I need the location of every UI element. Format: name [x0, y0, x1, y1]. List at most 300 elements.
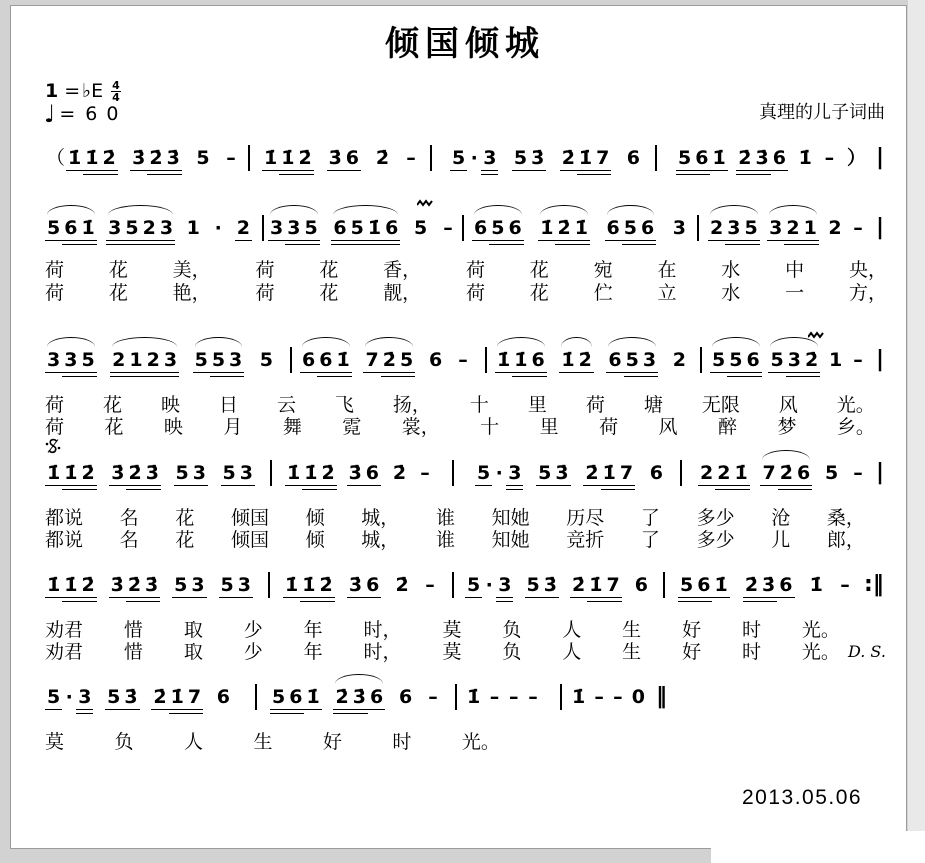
note: – — [458, 349, 468, 371]
lyric-word: 荷 — [255, 282, 275, 304]
beat-group — [648, 461, 665, 485]
end-bar-line: | — [876, 215, 885, 240]
beat-group — [105, 685, 139, 709]
note: 1̇ — [64, 574, 78, 596]
lyric-word: 惜 — [123, 641, 143, 663]
measure — [45, 345, 275, 375]
note: 2 — [700, 462, 714, 484]
lyric-word: 倾 — [305, 507, 325, 529]
lyric-word: 儿 — [771, 529, 791, 551]
lyric-word: 水 — [721, 282, 741, 304]
note: 6 — [531, 349, 545, 371]
note: 3̇ — [111, 462, 125, 484]
lyric-word: 了 — [640, 507, 660, 529]
beat-group — [450, 146, 498, 170]
bar-line — [680, 460, 682, 486]
note: 5 — [452, 147, 466, 169]
lyric-word: 多少 — [696, 529, 735, 551]
note: 5 — [712, 349, 726, 371]
beat-group — [130, 146, 182, 170]
lyric-word: 里 — [527, 394, 547, 416]
end-bar-line: | — [876, 460, 885, 485]
beat-group — [219, 573, 253, 597]
lyric-word: 风 — [778, 394, 798, 416]
lyric-word: 都说 — [45, 507, 84, 529]
beat-group — [423, 573, 437, 597]
note: 2̇ — [585, 462, 599, 484]
beat-group — [327, 146, 361, 170]
note: 3̇ — [110, 574, 124, 596]
note: 2̇ — [572, 574, 586, 596]
note: 3̇ — [555, 462, 569, 484]
note: 3̇ — [132, 147, 146, 169]
beat-group — [418, 461, 432, 485]
measure — [262, 143, 418, 173]
note: 1̇ — [574, 217, 588, 239]
note: 2̇ — [557, 217, 571, 239]
lyric-word: 映 — [163, 416, 183, 438]
segno-icon — [44, 437, 62, 455]
measure — [698, 458, 865, 488]
lyric-word: 荷 — [45, 394, 65, 416]
note: 2 — [828, 217, 842, 239]
measure — [45, 213, 252, 243]
key-name: ♭E — [82, 80, 104, 102]
measure — [66, 143, 238, 173]
lyric-word: 生 — [622, 641, 642, 663]
note: 3̇ — [543, 574, 557, 596]
beat-group — [465, 573, 513, 597]
note: 3̇ — [762, 574, 776, 596]
note: 2̇ — [128, 462, 142, 484]
lyric-word: 艳， — [172, 282, 211, 304]
note: 6 — [289, 686, 303, 708]
note: 2̇ — [81, 574, 95, 596]
note: 3̇ — [166, 147, 180, 169]
lyric-word: 光。 — [801, 641, 840, 663]
beat-group — [285, 461, 337, 485]
note: 5 — [729, 349, 743, 371]
lyric-word: 好 — [682, 641, 702, 663]
lyric-word: 时 — [741, 619, 761, 641]
lyric-word: 十 — [469, 394, 489, 416]
beat-group — [671, 348, 688, 372]
note: 3 — [159, 217, 174, 239]
lyric-word: 无限 — [701, 394, 740, 416]
window-frame-right — [908, 0, 925, 863]
lyric-word: 花 — [108, 282, 128, 304]
note: 6 — [779, 574, 793, 596]
lyric-word: 日 — [218, 394, 238, 416]
beat-group — [823, 461, 840, 485]
lyric-word: 名 — [119, 529, 139, 551]
note: 2̇ — [382, 349, 396, 371]
note: 1̇ — [514, 349, 528, 371]
lyric-word: 取 — [183, 619, 203, 641]
note: 1̇ — [287, 462, 301, 484]
bar-line — [462, 215, 464, 241]
beat-group — [570, 685, 587, 709]
note: 5 — [467, 574, 481, 596]
tempo-equals: = — [59, 103, 76, 125]
beat-group — [708, 216, 760, 240]
lyric-word: 负 — [502, 619, 522, 641]
key-tonic: 1 — [45, 80, 59, 102]
beat-group — [512, 146, 546, 170]
note: 3 — [287, 217, 301, 239]
beat-group — [258, 348, 275, 372]
measure — [465, 570, 650, 600]
lyric-word: 多少 — [696, 507, 735, 529]
note: 5 — [272, 686, 286, 708]
mordent-icon — [808, 331, 824, 339]
note: 1̇ — [47, 574, 61, 596]
lyric-word: 时， — [363, 619, 402, 641]
note: 1̇ — [734, 462, 748, 484]
note: 5 — [125, 217, 139, 239]
note: 0 — [631, 686, 645, 708]
note: 1̇ — [497, 349, 511, 371]
bar-line — [268, 572, 270, 598]
lyric-word: 生 — [253, 731, 273, 753]
note: · — [65, 686, 73, 708]
note: 1̇ — [602, 462, 616, 484]
lyric-word: 月 — [223, 416, 243, 438]
note: 2 — [112, 349, 126, 371]
dal-segno-mark: D. S. — [848, 642, 886, 661]
beat-group — [45, 216, 97, 240]
lyric-word: 靓， — [383, 282, 422, 304]
lyric-row — [45, 416, 875, 438]
beat-group — [394, 573, 411, 597]
beat-group — [606, 348, 658, 372]
lyric-word: 人 — [562, 619, 582, 641]
beat-group — [174, 461, 208, 485]
note: 5 — [625, 349, 639, 371]
note: 6 — [428, 349, 443, 371]
lyric-word: 花 — [175, 529, 195, 551]
measure — [472, 213, 688, 243]
lyric-row — [45, 282, 887, 304]
note: 3̇ — [352, 686, 366, 708]
lyric-word: 倾国 — [230, 507, 269, 529]
beat-group — [456, 348, 470, 372]
lyric-word: 人 — [183, 731, 203, 753]
beat-group — [472, 216, 524, 240]
lyric-word: 一 — [785, 282, 805, 304]
beat-group — [827, 348, 844, 372]
note: ） — [846, 147, 866, 169]
measure — [270, 682, 440, 712]
beat-group — [347, 461, 381, 485]
note: – — [840, 574, 850, 596]
lyric-word: 少 — [243, 619, 263, 641]
note: 2̇ — [395, 574, 409, 596]
note: 1̇ — [81, 217, 95, 239]
beat-group — [172, 573, 206, 597]
lyric-word: 谁 — [435, 507, 455, 529]
note: 3 — [229, 349, 243, 371]
lyric-word: 花 — [319, 282, 339, 304]
tempo-bpm: 60 — [85, 103, 128, 125]
note: 1 — [186, 217, 200, 239]
note: 1̇ — [64, 462, 78, 484]
beat-group — [592, 685, 606, 709]
note: 2 — [236, 217, 250, 239]
note: 2̇ — [298, 147, 312, 169]
lyric-word: 都说 — [45, 529, 84, 551]
open-paren: （ — [46, 147, 66, 169]
lyric-word: 光。 — [461, 731, 500, 753]
lyric-word: 知她 — [491, 529, 530, 551]
lyric-word: 花 — [104, 416, 124, 438]
lyric-word: 劝君 — [45, 641, 84, 663]
note: 3 — [192, 462, 206, 484]
quarter-note-icon: ♩ — [44, 100, 56, 128]
note: – — [489, 686, 500, 708]
note: 1̇ — [264, 147, 278, 169]
note: 6 — [398, 686, 413, 708]
note: 5 — [222, 462, 236, 484]
lyric-word: 桑， — [826, 507, 865, 529]
note: 1̇ — [285, 574, 299, 596]
lyric-word: 方， — [848, 282, 887, 304]
note: 5 — [513, 147, 528, 169]
beat-group — [109, 573, 161, 597]
note: 2̇ — [779, 462, 793, 484]
note: – — [425, 574, 435, 596]
note: 3 — [642, 349, 657, 371]
bar-line — [452, 460, 454, 486]
lyric-word: 荷 — [465, 282, 485, 304]
lyric-word: 云 — [276, 394, 296, 416]
note: 5 — [350, 217, 364, 239]
beat-group — [110, 348, 179, 372]
beat-group — [235, 216, 252, 240]
beat-group — [760, 461, 812, 485]
note: 2̇ — [561, 147, 575, 169]
note: 2 — [142, 217, 156, 239]
lyric-word: 时， — [363, 641, 402, 663]
beat-group — [851, 216, 865, 240]
lyric-word: 荷 — [45, 282, 65, 304]
beat-group — [605, 216, 657, 240]
lyric-word: 荷 — [45, 259, 65, 281]
lyric-word: 飞 — [334, 394, 354, 416]
note: 6 — [608, 349, 622, 371]
note: 3 — [769, 217, 783, 239]
beat-group — [441, 216, 455, 240]
beat-group — [698, 461, 750, 485]
beat-group — [397, 685, 414, 709]
note: 5 — [47, 686, 61, 708]
measure — [45, 458, 255, 488]
note: 6 — [366, 574, 380, 596]
note: 1̇ — [68, 147, 82, 169]
note: 7 — [187, 686, 202, 708]
note: 7 — [619, 462, 634, 484]
note: 3̇ — [124, 686, 138, 708]
note: 1̇ — [561, 349, 575, 371]
note: 3 — [64, 349, 78, 371]
time-signature-bottom: 4 — [112, 90, 120, 104]
note: 5 — [414, 217, 428, 239]
beat-group — [45, 348, 97, 372]
note: 5 — [770, 349, 784, 371]
beat-group — [300, 348, 352, 372]
time-signature — [111, 80, 121, 103]
lyric-word: 荷 — [255, 259, 275, 281]
lyric-word: 花 — [529, 259, 549, 281]
note: 6 — [365, 462, 380, 484]
lyric-word: 十 — [480, 416, 500, 438]
note: 6 — [369, 686, 384, 708]
note: 1̇ — [572, 686, 586, 708]
note: 1̇ — [170, 686, 184, 708]
lyric-word: 好 — [322, 731, 342, 753]
lyric-word: 扬， — [392, 394, 431, 416]
note: – — [528, 686, 538, 708]
lyric-word: 荷 — [45, 416, 65, 438]
beat-group — [851, 461, 865, 485]
beat-group — [426, 685, 440, 709]
beat-group — [45, 685, 93, 709]
lyric-row — [45, 394, 875, 416]
beat-group — [808, 573, 825, 597]
note: 5 — [194, 349, 208, 371]
lyric-word: 劝君 — [45, 619, 84, 641]
lyric-word: 乡。 — [836, 416, 875, 438]
bar-line — [255, 684, 257, 710]
beat-group — [743, 573, 795, 597]
note: 2̇ — [375, 147, 390, 169]
lyric-row — [45, 731, 500, 753]
beat-group — [333, 685, 385, 709]
lyric-word: 舞 — [282, 416, 302, 438]
note: 3̇ — [348, 462, 362, 484]
note: 1̇ — [712, 147, 726, 169]
lyric-word: 莫 — [442, 619, 462, 641]
beat-group — [109, 461, 161, 485]
note: 6 — [649, 462, 663, 484]
lyric-word: 惜 — [123, 619, 143, 641]
beat-group — [625, 146, 642, 170]
note: – — [428, 686, 438, 708]
note: 1̇ — [714, 574, 728, 596]
lyric-word: 风 — [658, 416, 678, 438]
lyric-word: 生 — [622, 619, 642, 641]
lyric-word: 历尽 — [566, 507, 605, 529]
lyric-word: 负 — [502, 641, 522, 663]
note: 6 — [772, 147, 786, 169]
end-bar-line: ‖ — [656, 684, 667, 709]
beat-group — [838, 573, 852, 597]
lyric-row — [45, 529, 865, 551]
lyric-word: 水 — [721, 259, 741, 281]
note: 3̇ — [755, 147, 769, 169]
note: – — [406, 147, 416, 169]
end-bar-line: | — [876, 347, 885, 372]
beat-group — [193, 348, 245, 372]
beat-group — [611, 685, 625, 709]
measure — [300, 345, 470, 375]
time-signature-top: 4 — [112, 78, 120, 92]
lyric-word: 光。 — [836, 394, 875, 416]
note: 2 — [710, 217, 724, 239]
note: 3 — [78, 686, 92, 708]
lyric-word: 名 — [119, 507, 139, 529]
beat-group — [475, 461, 523, 485]
note: 2̇ — [744, 574, 759, 596]
note: 5 — [304, 217, 318, 239]
end-bar-line: :‖ — [864, 572, 884, 597]
lyric-word: 花 — [319, 259, 339, 281]
lyric-word: 醉 — [717, 416, 737, 438]
beat-group — [710, 348, 762, 372]
note: 6 — [333, 217, 347, 239]
beat-group — [363, 348, 415, 372]
note: 7 — [762, 462, 776, 484]
note: 7 — [365, 349, 379, 371]
lyric-word: 花 — [108, 259, 128, 281]
lyric-word: 霓 — [342, 416, 362, 438]
note: · — [470, 147, 478, 169]
note: 6 — [216, 686, 230, 708]
lyric-word: 荷 — [585, 394, 605, 416]
note: 6 — [695, 147, 709, 169]
lyric-word: 央， — [848, 259, 887, 281]
note: 1̇ — [809, 574, 823, 596]
beat-group — [185, 216, 202, 240]
note: 5 — [824, 462, 839, 484]
beat-group — [151, 685, 203, 709]
beat-group — [347, 573, 381, 597]
lyric-word: 人 — [562, 641, 582, 663]
beat-group — [374, 146, 391, 170]
note: 6 — [746, 349, 760, 371]
measure — [285, 458, 432, 488]
note: – — [613, 686, 623, 708]
note: 1 — [803, 217, 817, 239]
note: 6 — [302, 349, 316, 371]
lyric-word: 在 — [657, 259, 677, 281]
tempo-marking — [44, 101, 127, 127]
note: 3 — [239, 462, 253, 484]
lyric-word: 取 — [183, 641, 203, 663]
note: 6 — [626, 147, 640, 169]
note: – — [594, 686, 604, 708]
note: 2̇ — [804, 349, 819, 371]
note: 3 — [483, 147, 497, 169]
bar-line — [560, 684, 562, 710]
beat-group — [211, 216, 225, 240]
lyric-word: 年 — [303, 641, 323, 663]
key-equals: = — [64, 80, 81, 102]
note: 3̇ — [531, 147, 545, 169]
note: 5 — [220, 574, 234, 596]
note: 1̇ — [306, 686, 320, 708]
lyric-word: 年 — [303, 619, 323, 641]
lyric-word: 知她 — [491, 507, 530, 529]
corner-patch — [711, 831, 925, 863]
note: 6 — [697, 574, 711, 596]
lyric-row — [45, 641, 840, 663]
beat-group — [221, 461, 255, 485]
note: 1̇ — [302, 574, 316, 596]
bar-line — [655, 145, 657, 171]
bar-line — [262, 215, 264, 241]
beat-group — [283, 573, 335, 597]
